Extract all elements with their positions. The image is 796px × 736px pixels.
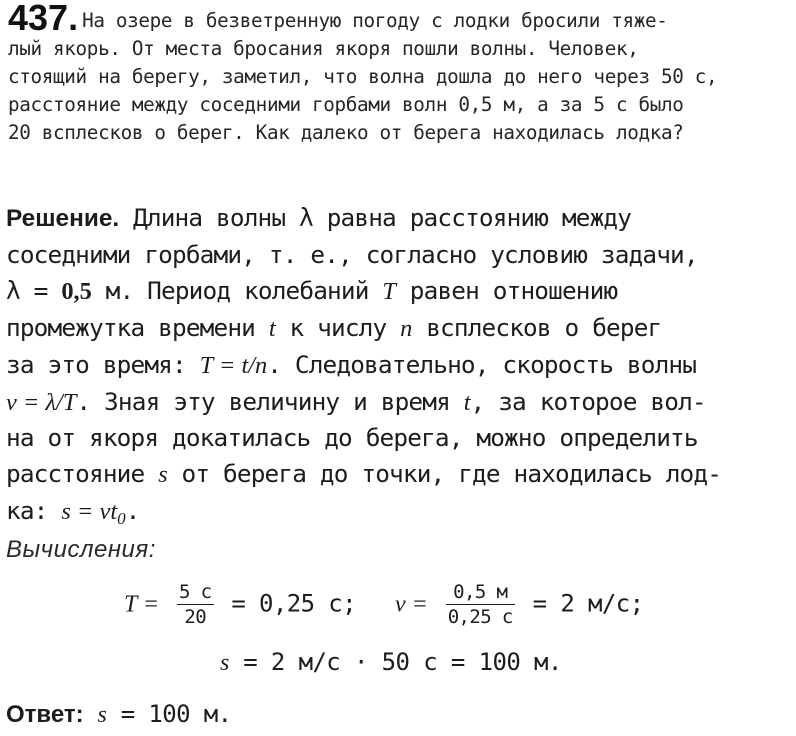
solution-text-9b: . (125, 496, 140, 526)
speed-calculation (395, 580, 643, 629)
time-symbol-2: t (463, 388, 471, 416)
period-calculation (124, 580, 356, 629)
solution-text-8b: от берега до точки, где находилась лод- (167, 459, 722, 489)
period-denominator: 20 (184, 606, 207, 628)
solution-text-6b: , за которое вол- (470, 386, 706, 416)
solution-line-4 (6, 310, 790, 347)
solution-line-8 (6, 456, 790, 493)
speed-denominator: 0,25 с (447, 606, 513, 628)
answer-value: = 100 м. (106, 700, 232, 728)
solution-text (6, 200, 790, 537)
solution-line-5 (6, 347, 790, 384)
problem-line-1 (8, 0, 788, 38)
problem-line-3: стоящий на берегу, заметил, что волна дошла до него через 50 с, (8, 65, 718, 88)
speed-result: = 2 м/с; (532, 589, 644, 618)
distance-formula-subscript: 0 (117, 509, 126, 529)
time-symbol: t (268, 314, 276, 342)
answer-variable: s (97, 702, 107, 728)
speed-formula: v = λ/T (6, 388, 77, 416)
speed-lhs: v = (395, 591, 428, 618)
solution-text-6a: . Зная эту величину и время (76, 386, 464, 416)
solution-line-7: на от якоря докатилась до берега, можно определить (6, 423, 698, 453)
problem-line-2: лый якорь. От места бросания якоря пошли волны. Человек, (8, 37, 639, 60)
period-numerator: 5 с (178, 581, 212, 603)
distance-calculation (220, 648, 562, 677)
problem-line-4: расстояние между соседними горбами волн 0,5 м, а за 5 с было (8, 93, 684, 116)
solution-line-6 (6, 384, 790, 421)
problem-statement (8, 0, 788, 147)
answer-heading: Ответ: (6, 701, 84, 728)
solution-text-5a: за это время: (6, 349, 200, 379)
answer-line (6, 700, 232, 729)
solution-text-5b: . Следовательно, скорость волны (267, 349, 697, 379)
calculations-heading: Вычисления: (6, 536, 156, 563)
solution-text-4a: промежутка времени (6, 312, 269, 342)
solution-text-4b: к числу (275, 312, 401, 342)
solution-text-8a: расстояние (6, 459, 159, 489)
period-fraction (177, 580, 214, 629)
solution-line-9 (6, 493, 790, 537)
solution-heading: Решение. (6, 205, 120, 232)
speed-numerator: 0,5 м (446, 580, 515, 605)
solution-text-3b: равен отношению (395, 275, 618, 305)
distance-lhs: s (220, 650, 230, 676)
solution-text-4c: всплесков о берег (412, 312, 662, 342)
solution-text-3a: м. Период колебаний (91, 275, 383, 305)
lambda-eq: λ = (6, 275, 62, 305)
problem-text-1: На озере в безветренную погоду с лодки бросили тяже- (82, 9, 668, 32)
solution-text-9a: ка: (6, 496, 62, 526)
problem-number: 437. (8, 0, 79, 38)
speed-fraction (446, 580, 515, 629)
period-formula: T = t/n (199, 351, 268, 379)
solution-line-3 (6, 273, 790, 310)
period-symbol: T (382, 277, 396, 305)
period-result: = 0,25 с; (231, 589, 357, 618)
problem-line-5: 20 всплесков о берег. Как далеко от берега находилась лодка? (8, 121, 684, 144)
count-symbol: n (400, 314, 413, 342)
lambda-value: 0,5 (61, 277, 92, 305)
solution-line-1 (6, 200, 790, 237)
distance-result: = 2 м/с · 50 с = 100 м. (229, 648, 562, 676)
distance-symbol: s (158, 461, 168, 489)
distance-formula: s = vt (61, 498, 118, 526)
period-lhs: T = (124, 591, 160, 618)
solution-text-1: Длина волны λ равна расстоянию между (119, 203, 632, 232)
solution-line-2: соседними горбами, т. е., согласно условию задачи, (6, 239, 698, 269)
